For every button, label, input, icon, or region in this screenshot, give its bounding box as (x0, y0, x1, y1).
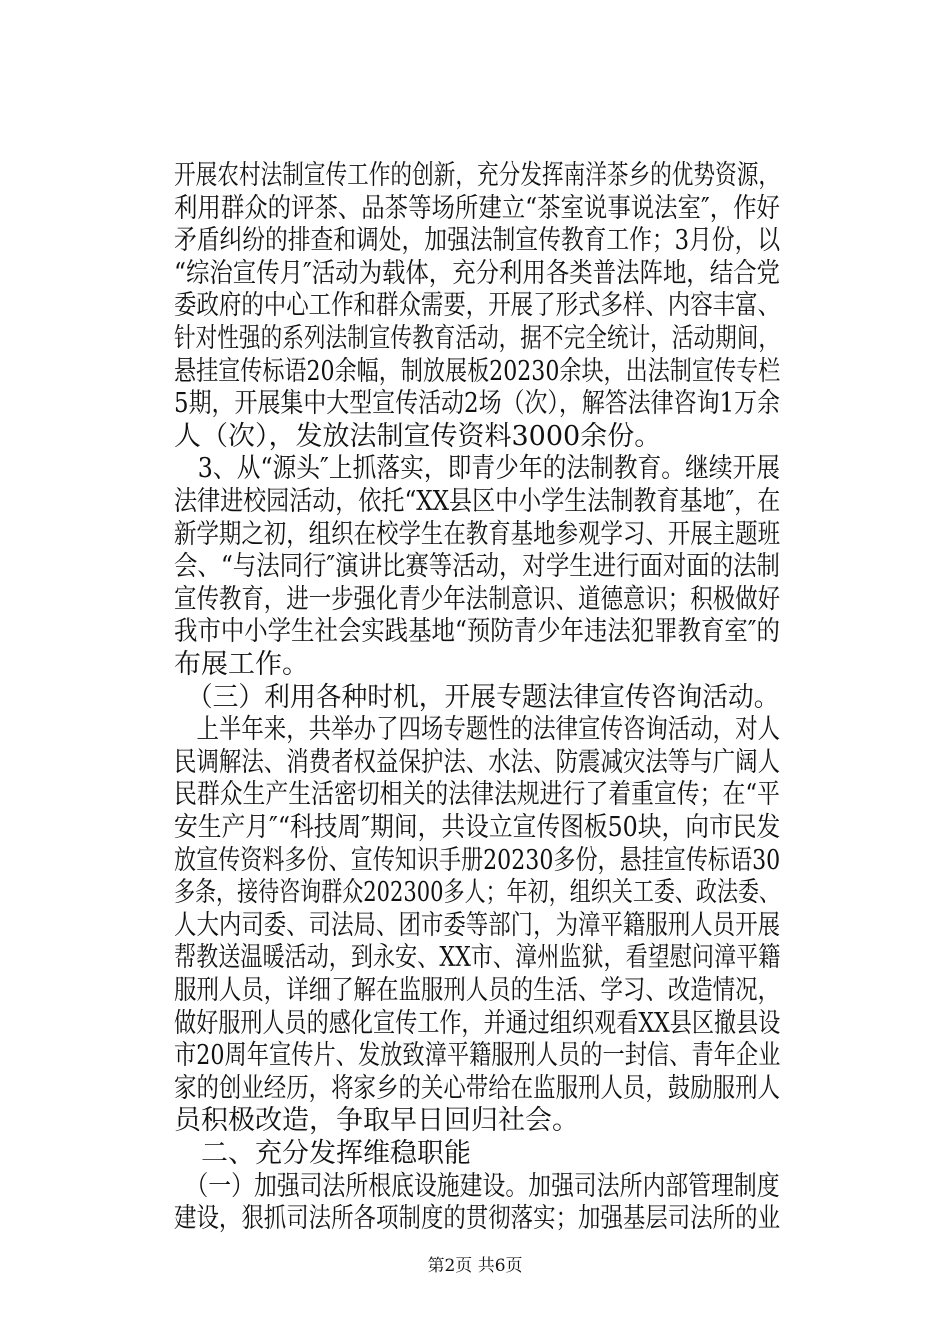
text-line: 会、“与法同行″演讲比赛等活动，对学生进行面对面的法制 (174, 551, 780, 582)
text-line: （三）利用各种时机，开展专题法律宣传咨询活动。 (174, 682, 780, 713)
text-line: 放宣传资料多份、宣传知识手册20230多份，悬挂宣传标语30 (174, 845, 781, 876)
text-line: 利用群众的评茶、品茶等场所建立“茶室说事说法室″，作好 (174, 193, 780, 224)
text-line: 针对性强的系列法制宣传教育活动，据不完全统计，活动期间， (174, 323, 781, 354)
text-line: 安生产月″“科技周″期间，共设立宣传图板50块，向市民发 (174, 812, 781, 843)
text-line: 多条，接待咨询群众202300多人；年初，组织关工委、政法委、 (174, 877, 781, 908)
text-line: 做好服刑人员的感化宣传工作，并通过组织观看XX县区撤县设 (174, 1008, 781, 1039)
text-line: “综治宣传月″活动为载体，充分利用各类普法阵地，结合党 (174, 258, 780, 289)
text-line: 宣传教育，进一步强化青少年法制意识、道德意识；积极做好 (174, 584, 781, 615)
text-line: 建设，狠抓司法所各项制度的贯彻落实；加强基层司法所的业 (174, 1203, 781, 1234)
text-line: 二、充分发挥维稳职能 (174, 1138, 471, 1169)
text-line: 员积极改造，争取早日回归社会。 (174, 1105, 579, 1136)
text-line: 市20周年宣传片、发放致漳平籍服刑人员的一封信、青年企业 (174, 1040, 781, 1071)
text-line: 5期，开展集中大型宣传活动2场（次），解答法律咨询1万余 (174, 388, 781, 419)
text-line: 3、从“源头″上抓落实，即青少年的法制教育。继续开展 (174, 453, 781, 484)
text-line: 矛盾纠纷的排查和调处，加强法制宣传教育工作；3月份，以 (174, 225, 781, 256)
text-line: 人（次），发放法制宣传资料3000余份。 (174, 421, 662, 452)
text-line: 民群众生产生活密切相关的法律法规进行了着重宣传；在“平 (174, 779, 780, 810)
text-line: 布展工作。 (174, 649, 309, 680)
text-line: 上半年来，共举办了四场专题性的法律宣传咨询活动，对人 (174, 714, 781, 745)
text-line: 委政府的中心工作和群众需要，开展了形式多样、内容丰富、 (174, 290, 781, 321)
text-line: 帮教送温暖活动，到永安、XX市、漳州监狱，看望慰问漳平籍 (174, 942, 781, 973)
text-line: 家的创业经历，将家乡的关心带给在监服刑人员，鼓励服刑人 (174, 1073, 781, 1104)
text-line: （一）加强司法所根底设施建设。加强司法所内部管理制度 (174, 1171, 780, 1202)
text-line: 悬挂宣传标语20余幅，制放展板20230余块，出法制宣传专栏 (174, 356, 781, 387)
page-footer: 第2页 共6页 (427, 1256, 523, 1276)
text-line: 我市中小学生社会实践基地“预防青少年违法犯罪教育室″的 (174, 616, 780, 647)
text-line: 人大内司委、司法局、团市委等部门，为漳平籍服刑人员开展 (174, 910, 781, 941)
text-line: 法律进校园活动，依托“XX县区中小学生法制教育基地″，在 (174, 486, 781, 517)
text-line: 民调解法、消费者权益保护法、水法、防震减灾法等与广阔人 (174, 747, 781, 778)
text-line: 服刑人员，详细了解在监服刑人员的生活、学习、改造情况， (174, 975, 781, 1006)
text-line: 新学期之初，组织在校学生在教育基地参观学习、开展主题班 (174, 519, 781, 550)
text-line: 开展农村法制宣传工作的创新，充分发挥南洋茶乡的优势资源， (174, 160, 781, 191)
